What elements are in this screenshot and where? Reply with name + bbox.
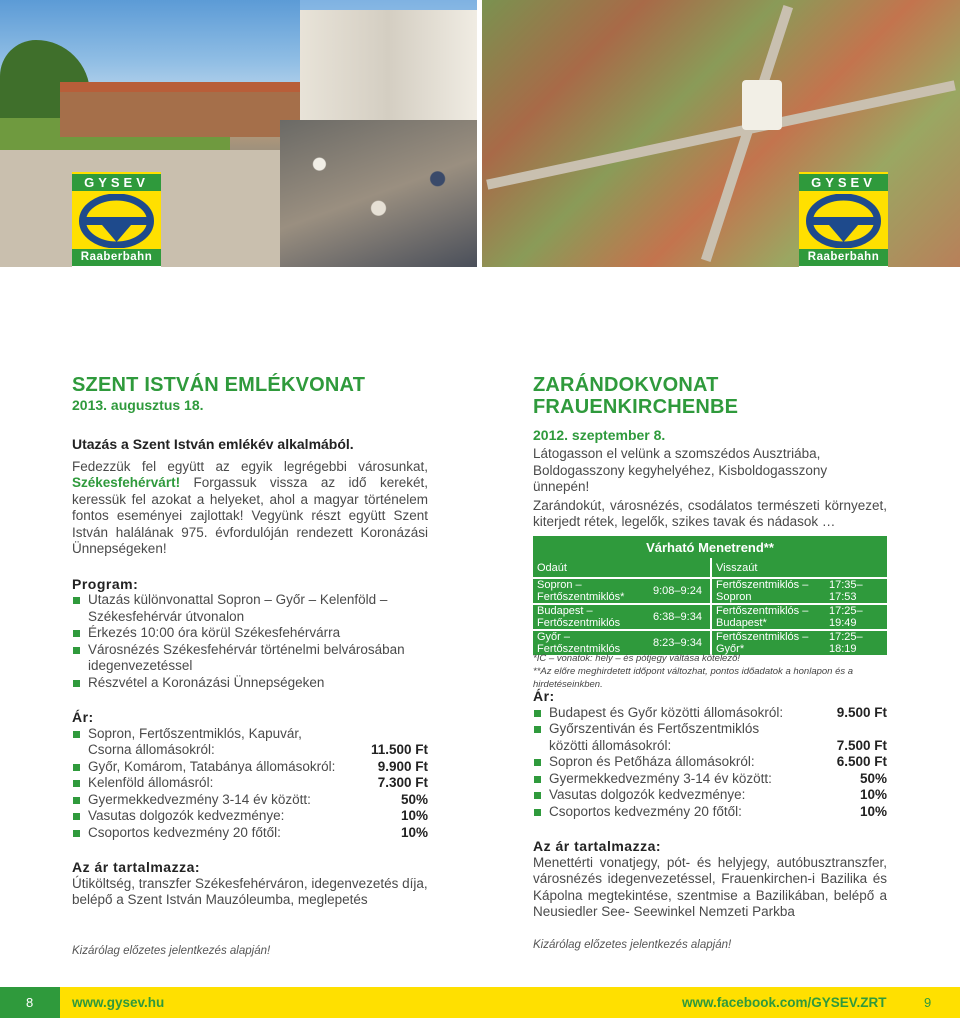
table-cell: Budapest – Fertőszentmiklós: [533, 604, 649, 630]
price-value: 9.900 Ft: [377, 758, 428, 774]
gysev-logo: [72, 172, 161, 354]
price-value: 50%: [859, 770, 887, 786]
table-cell: 9:08–9:24: [649, 578, 711, 604]
left-intro-text: Forgassuk vissza az idő kerekét, keressük fel azokat a helyeket, ahol a magyar történelem fontos eseményei zajlottak! Vegyünk részt együtt Szent István halálának 975. évfordulóján rendezett Koronázási Ünnepségeken!: [72, 475, 428, 556]
price-value: 50%: [400, 791, 428, 807]
timetable-note-schedule: **Az előre meghirdetett időpont változhat, pontos időadatok a honlapon és a hirdetéseinkben.: [533, 666, 854, 690]
price-item: [72, 808, 428, 825]
photo-church: [742, 80, 782, 130]
price-label: Győrszentiván és Fertőszentmiklós: [549, 721, 760, 736]
list-item: Érkezés 10:00 óra körül Székesfehérvárra: [72, 625, 428, 642]
left-article: [72, 374, 428, 959]
left-date: 2013. augusztus 18.: [72, 397, 204, 413]
price-list: [72, 726, 428, 842]
price-item: [533, 771, 887, 788]
table-cell: 17:25–19:49: [825, 604, 887, 630]
table-row: [533, 604, 887, 630]
price-label: Gyermekkedvezmény 3-14 év között:: [549, 770, 772, 786]
logo-name: GYSEV: [72, 174, 161, 191]
left-subtitle: Utazás a Szent István emlékév alkalmából.: [72, 436, 354, 452]
right-intro-2: Zarándokút, városnézés, csodálatos természeti környezet, kiterjedt rétek, legelők, szikes tavak és nádasok …: [533, 497, 887, 529]
table-cell: 17:25–18:19: [825, 630, 887, 655]
page-number-right: 9: [924, 995, 932, 1010]
price-value: 10%: [400, 824, 428, 840]
price-item: [72, 759, 428, 776]
price-item: [533, 754, 887, 771]
left-intro: [72, 459, 428, 558]
price-label: közötti állomásokról:: [549, 737, 672, 753]
facebook-link[interactable]: www.facebook.com/GYSEV.ZRT: [682, 995, 887, 1010]
includes-heading: Az ár tartalmazza:: [72, 859, 201, 875]
timetable: [533, 536, 887, 655]
list-item: Utazás különvonattal Sopron – Győr – Kelenföld – Székesfehérvár útvonalon: [72, 592, 428, 625]
price-label: Sopron és Petőháza állomásokról:: [549, 754, 755, 769]
price-item: [72, 792, 428, 809]
price-item: [72, 726, 428, 759]
price-label: Csoportos kedvezmény 20 főtől:: [549, 803, 742, 819]
price-item: [533, 705, 887, 722]
timetable-out-label: Odaút: [533, 558, 711, 578]
price-label: Budapest és Győr közötti állomásokról:: [549, 704, 784, 720]
right-title-line2: FRAUENKIRCHENBE: [533, 396, 739, 418]
table-cell: 6:38–9:34: [649, 604, 711, 630]
timetable-note-ic: *IC – vonatok: hely – és pótjegy váltása kötelező!: [533, 653, 741, 664]
program-list: [72, 592, 428, 691]
logo-sub: Raaberbahn: [799, 249, 888, 266]
registration-note: Kizárólag előzetes jelentkezés alapján!: [533, 938, 732, 951]
price-label: Vasutas dolgozók kedvezménye:: [88, 808, 285, 823]
table-cell: 8:23–9:34: [649, 630, 711, 655]
photo-crowd: [280, 120, 477, 267]
price-label: Vasutas dolgozók kedvezménye:: [549, 787, 746, 802]
price-label: Csorna állomásokról:: [88, 742, 215, 757]
left-title: SZENT ISTVÁN EMLÉKVONAT: [72, 374, 366, 396]
registration-note: Kizárólag előzetes jelentkezés alapján!: [72, 944, 271, 957]
page-number-left: 8: [0, 987, 60, 1018]
program-heading: Program:: [72, 575, 139, 592]
price-label: Csoportos kedvezmény 20 főtől:: [88, 824, 281, 840]
table-cell: Fertőszentmiklós – Sopron: [711, 578, 825, 604]
right-intro-1: Látogasson el velünk a szomszédos Ausztriába, Boldogasszony kegyhelyéhez, Kisboldogasszony ünnepén!: [533, 446, 828, 494]
list-item: Városnézés Székesfehérvár történelmi belvárosában idegenvezetéssel: [72, 642, 428, 675]
price-item: [72, 825, 428, 842]
includes-text: Menettérti vonatjegy, pót- és helyjegy, autóbusztranszfer, városnézés idegenvezetéssel, Frauenkirchen-i Bazilika és Kápolna megtekintése, szentmise a Bazilikában, belépő a Neusiedler See- Seewinkel Nemzeti Parkba: [533, 854, 887, 919]
right-title-line1: ZARÁNDOKVONAT: [533, 374, 719, 396]
price-item: [533, 787, 887, 804]
website-link[interactable]: www.gysev.hu: [72, 995, 165, 1010]
price-label: Gyermekkedvezmény 3-14 év között:: [88, 791, 311, 807]
gysev-logo: [799, 172, 888, 354]
price-heading: Ár:: [533, 688, 555, 704]
price-value: 6.500 Ft: [836, 754, 887, 769]
price-list: [533, 705, 887, 821]
right-article: [533, 374, 887, 531]
timetable-back-label: Visszaút: [711, 558, 887, 578]
price-value: 7.300 Ft: [377, 775, 428, 790]
timetable-heading: Várható Menetrend**: [533, 536, 887, 558]
list-item: Részvétel a Koronázási Ünnepségeken: [72, 675, 428, 692]
logo-sub: Raaberbahn: [72, 249, 161, 266]
price-label: Győr, Komárom, Tatabánya állomásokról:: [88, 758, 336, 774]
left-intro-city: Székesfehérvárt!: [72, 475, 181, 490]
price-item: [533, 804, 887, 821]
price-item: [72, 775, 428, 792]
table-cell: 17:35–17:53: [825, 578, 887, 604]
logo-name: GYSEV: [799, 174, 888, 191]
gysev-emblem-icon: [78, 194, 155, 248]
price-value: 10%: [859, 787, 887, 802]
gysev-emblem-icon: [805, 194, 882, 248]
photo-ruin-building: [60, 82, 300, 137]
price-value: 10%: [859, 803, 887, 819]
price-value: 10%: [400, 808, 428, 823]
table-cell: Sopron – Fertőszentmiklós*: [533, 578, 649, 604]
left-intro-text: Fedezzük fel együtt az egyik legrégebbi városunkat,: [72, 458, 428, 474]
table-cell: Fertőszentmiklós – Győr*: [711, 630, 825, 655]
includes-text: Útiköltség, transzfer Székesfehérváron, idegenvezetés díja, belépő a Szent István Mauzóleumba, meglepetés: [72, 875, 428, 907]
includes-heading: Az ár tartalmazza:: [533, 838, 662, 854]
price-value: 9.500 Ft: [836, 704, 887, 720]
price-value: 7.500 Ft: [836, 737, 887, 753]
price-value: 11.500 Ft: [370, 742, 428, 757]
table-cell: Győr – Fertőszentmiklós: [533, 630, 649, 655]
price-item: [533, 721, 887, 754]
timetable-notes: [533, 652, 887, 691]
price-label: Sopron, Fertőszentmiklós, Kapuvár,: [88, 725, 302, 741]
table-cell: Fertőszentmiklós – Budapest*: [711, 604, 825, 630]
photo-frauenkirchen-aerial: [482, 0, 960, 267]
table-row: [533, 578, 887, 604]
price-label: Kelenföld állomásról:: [88, 775, 214, 790]
price-heading: Ár:: [72, 709, 94, 725]
right-date: 2012. szeptember 8.: [533, 427, 666, 443]
right-price-block: [533, 688, 887, 953]
page-footer: [0, 987, 960, 1018]
